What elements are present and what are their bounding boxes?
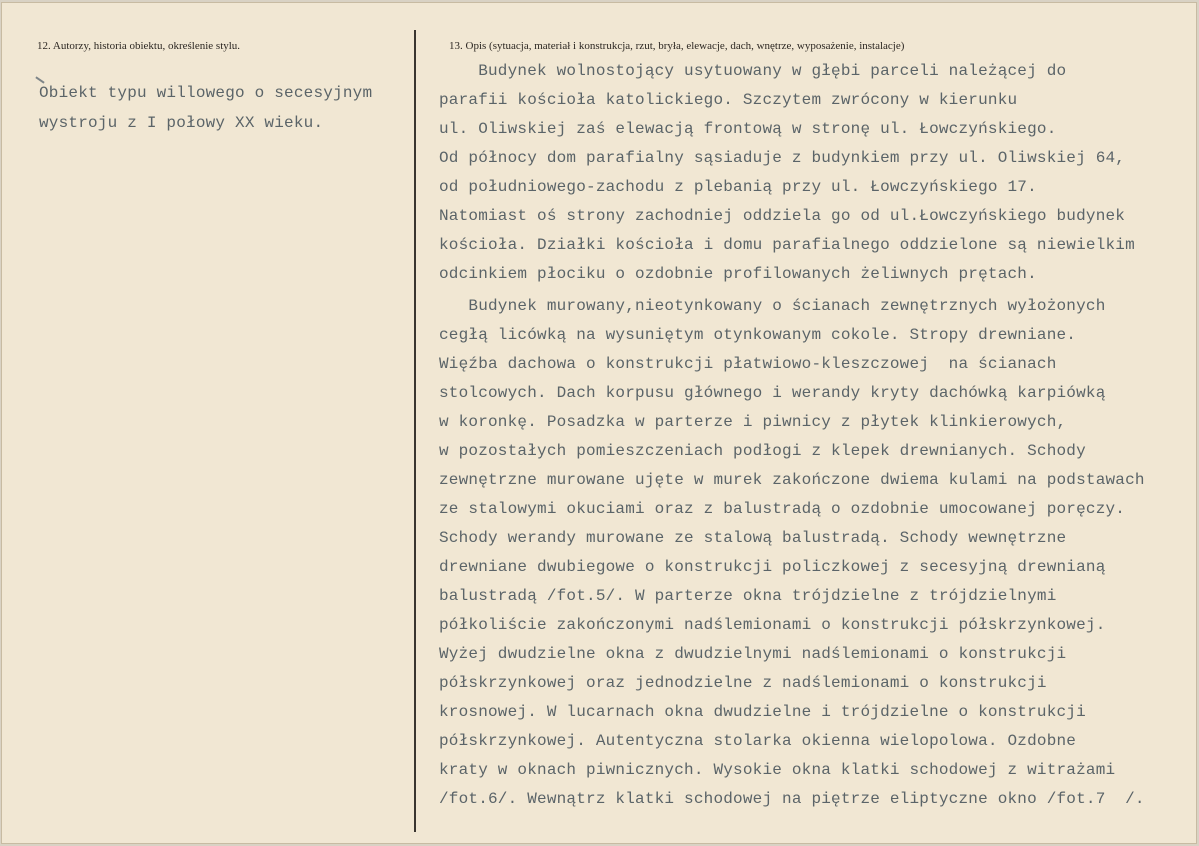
section-13-line: /fot.6/. Wewnątrz klatki schodowej na piętrze eliptyczne okno /fot.7 /. xyxy=(439,790,1145,808)
section-12-line: Obiekt typu willowego o secesyjnym xyxy=(39,84,373,102)
section-13-line: Budynek murowany,nieotynkowany o ścianach zewnętrznych wyłożonych xyxy=(439,297,1106,315)
section-13-line: Więźba dachowa o konstrukcji płatwiowo-kleszczowej na ścianach xyxy=(439,355,1057,373)
section-13-line: półskrzynkowej. Autentyczna stolarka okienna wielopolowa. Ozdobne xyxy=(439,732,1077,750)
section-13-line: od południowego-zachodu z plebanią przy ul. Łowczyńskiego 17. xyxy=(439,178,1037,196)
form-card xyxy=(1,2,1197,844)
section-13-line: krosnowej. W lucarnach okna dwudzielne i trójdzielne o konstrukcji xyxy=(439,703,1086,721)
section-13-line: Budynek wolnostojący usytuowany w głębi parceli należącej do xyxy=(439,62,1067,80)
section-13-line: cegłą licówką na wysuniętym otynkowanym cokole. Stropy drewniane. xyxy=(439,326,1077,344)
section-13-line: kościoła. Działki kościoła i domu parafialnego oddzielone są niewielkim xyxy=(439,236,1135,254)
section-13-line: Od północy dom parafialny sąsiaduje z budynkiem przy ul. Oliwskiej 64, xyxy=(439,149,1126,167)
section-12-heading: 12. Autorzy, historia obiektu, określenie stylu. xyxy=(37,40,241,52)
section-13-line: zewnętrzne murowane ujęte w murek zakończone dwiema kulami na podstawach xyxy=(439,471,1145,489)
section-13-line: w pozostałych pomieszczeniach podłogi z klepek drewnianych. Schody xyxy=(439,442,1086,460)
section-13-line: odcinkiem płociku o ozdobnie profilowanych żeliwnych prętach. xyxy=(439,265,1037,283)
section-13-line: Wyżej dwudzielne okna z dwudzielnymi nadślemionami o konstrukcji xyxy=(439,645,1067,663)
section-13-line: drewniane dwubiegowe o konstrukcji policzkowej z secesyjną drewnianą xyxy=(439,558,1106,576)
section-13-line: Schody werandy murowane ze stalową balustradą. Schody wewnętrzne xyxy=(439,529,1067,547)
section-12-line: wystroju z I połowy XX wieku. xyxy=(39,114,324,132)
section-13-line: w koronkę. Posadzka w parterze i piwnicy z płytek klinkierowych, xyxy=(439,413,1067,431)
section-13-line: kraty w oknach piwnicznych. Wysokie okna klatki schodowej z witrażami xyxy=(439,761,1116,779)
column-divider xyxy=(414,42,416,832)
margin-tick-mark xyxy=(35,76,44,83)
section-13-line: balustradą /fot.5/. W parterze okna trójdzielne z trójdzielnymi xyxy=(439,587,1057,605)
section-13-line: półskrzynkowej oraz jednodzielne z nadślemionami o konstrukcji xyxy=(439,674,1047,692)
section-13-line: ul. Oliwskiej zaś elewacją frontową w stronę ul. Łowczyńskiego. xyxy=(439,120,1057,138)
section-13-heading: 13. Opis (sytuacja, materiał i konstrukcja, rzut, bryła, elewacje, dach, wnętrze, wyposażenie, instalacje) xyxy=(449,40,905,52)
column-divider-top xyxy=(414,30,416,42)
section-13-line: półkoliście zakończonymi nadślemionami o konstrukcji półskrzynkowej. xyxy=(439,616,1106,634)
section-13-line: Natomiast oś strony zachodniej oddziela go od ul.Łowczyńskiego budynek xyxy=(439,207,1126,225)
section-13-line: stolcowych. Dach korpusu głównego i werandy kryty dachówką karpiówką xyxy=(439,384,1106,402)
section-13-line: ze stalowymi okuciami oraz z balustradą o ozdobnie umocowanej poręczy. xyxy=(439,500,1126,518)
section-13-line: parafii kościoła katolickiego. Szczytem zwrócony w kierunku xyxy=(439,91,1018,109)
